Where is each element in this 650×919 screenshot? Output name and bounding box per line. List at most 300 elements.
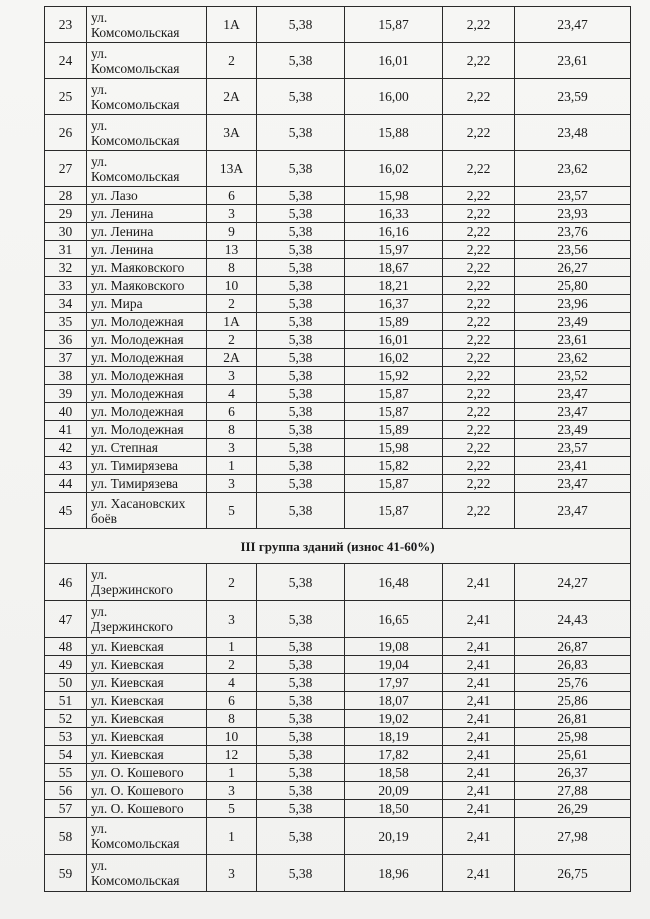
- total-cell: 23,61: [515, 331, 631, 349]
- value-cell-2: 15,87: [345, 7, 443, 43]
- row-number-cell: 36: [45, 331, 87, 349]
- value-cell-1: 5,38: [257, 7, 345, 43]
- house-number-cell: 1А: [207, 7, 257, 43]
- value-cell-3: 2,41: [443, 800, 515, 818]
- value-cell-2: 15,87: [345, 493, 443, 529]
- house-number-cell: 3: [207, 475, 257, 493]
- street-cell: [87, 800, 207, 818]
- street-cell: [87, 43, 207, 79]
- street-line: ул.: [91, 9, 108, 25]
- value-cell-3: 2,22: [443, 241, 515, 259]
- value-cell-3: 2,41: [443, 855, 515, 892]
- row-number-cell: 43: [45, 457, 87, 475]
- value-cell-1: 5,38: [257, 493, 345, 529]
- row-number-cell: 53: [45, 728, 87, 746]
- house-number-cell: 5: [207, 800, 257, 818]
- value-cell-3: 2,41: [443, 746, 515, 764]
- house-number-cell: 4: [207, 385, 257, 403]
- street-line: ул.: [91, 45, 108, 61]
- street-cell: [87, 710, 207, 728]
- value-cell-3: 2,22: [443, 313, 515, 331]
- street-line: ул.: [91, 858, 108, 873]
- value-cell-2: 19,04: [345, 656, 443, 674]
- value-cell-3: 2,22: [443, 457, 515, 475]
- house-number-cell: 6: [207, 692, 257, 710]
- total-cell: 23,52: [515, 367, 631, 385]
- house-number-cell: 1А: [207, 313, 257, 331]
- value-cell-2: 18,21: [345, 277, 443, 295]
- street-cell: [87, 349, 207, 367]
- table-row: [45, 601, 631, 638]
- house-number-cell: 2: [207, 331, 257, 349]
- table-row: [45, 728, 631, 746]
- total-cell: 24,43: [515, 601, 631, 638]
- street-line: ул.: [91, 821, 108, 836]
- house-number-cell: 6: [207, 403, 257, 421]
- street-line: ул.: [91, 153, 108, 169]
- value-cell-3: 2,22: [443, 475, 515, 493]
- value-cell-3: 2,22: [443, 295, 515, 313]
- total-cell: 23,47: [515, 385, 631, 403]
- value-cell-3: 2,22: [443, 223, 515, 241]
- value-cell-1: 5,38: [257, 728, 345, 746]
- street-cell: [87, 439, 207, 457]
- street-line: ул.: [91, 81, 108, 97]
- table-row: [45, 800, 631, 818]
- value-cell-3: 2,22: [443, 7, 515, 43]
- table-row: [45, 439, 631, 457]
- total-cell: 26,75: [515, 855, 631, 892]
- total-cell: 26,83: [515, 656, 631, 674]
- value-cell-2: 15,97: [345, 241, 443, 259]
- table-body-group-3: [45, 564, 631, 892]
- row-number-cell: 41: [45, 421, 87, 439]
- value-cell-2: 15,82: [345, 457, 443, 475]
- table-row: [45, 818, 631, 855]
- total-cell: 25,76: [515, 674, 631, 692]
- value-cell-2: 18,07: [345, 692, 443, 710]
- house-number-cell: 3: [207, 367, 257, 385]
- total-cell: 26,27: [515, 259, 631, 277]
- value-cell-3: 2,41: [443, 692, 515, 710]
- value-cell-2: 15,92: [345, 367, 443, 385]
- house-number-cell: 8: [207, 259, 257, 277]
- value-cell-1: 5,38: [257, 710, 345, 728]
- house-number-cell: 8: [207, 710, 257, 728]
- street-cell: [87, 205, 207, 223]
- value-cell-2: 15,87: [345, 385, 443, 403]
- house-number-cell: 4: [207, 674, 257, 692]
- street-line: ул. Киевская: [91, 729, 164, 744]
- value-cell-3: 2,41: [443, 564, 515, 601]
- value-cell-2: 17,82: [345, 746, 443, 764]
- value-cell-2: 16,01: [345, 331, 443, 349]
- street-line: ул. Киевская: [91, 711, 164, 726]
- row-number-cell: 35: [45, 313, 87, 331]
- table-row: [45, 746, 631, 764]
- value-cell-2: 18,96: [345, 855, 443, 892]
- house-number-cell: 2: [207, 295, 257, 313]
- street-cell: [87, 115, 207, 151]
- value-cell-3: 2,22: [443, 421, 515, 439]
- street-line: ул. Маяковского: [91, 260, 185, 275]
- value-cell-2: 16,37: [345, 295, 443, 313]
- value-cell-1: 5,38: [257, 79, 345, 115]
- value-cell-2: 16,16: [345, 223, 443, 241]
- row-number-cell: 44: [45, 475, 87, 493]
- value-cell-2: 16,02: [345, 151, 443, 187]
- street-cell: [87, 764, 207, 782]
- street-cell: [87, 7, 207, 43]
- house-number-cell: 3: [207, 782, 257, 800]
- total-cell: 25,98: [515, 728, 631, 746]
- house-number-cell: 6: [207, 187, 257, 205]
- value-cell-3: 2,41: [443, 728, 515, 746]
- total-cell: 27,88: [515, 782, 631, 800]
- street-line: ул. О. Кошевого: [91, 765, 184, 780]
- value-cell-1: 5,38: [257, 187, 345, 205]
- value-cell-2: 16,65: [345, 601, 443, 638]
- street-cell: [87, 367, 207, 385]
- value-cell-1: 5,38: [257, 331, 345, 349]
- total-cell: 23,47: [515, 475, 631, 493]
- table-row: [45, 187, 631, 205]
- value-cell-1: 5,38: [257, 43, 345, 79]
- street-cell: [87, 277, 207, 295]
- row-number-cell: 37: [45, 349, 87, 367]
- street-cell: [87, 638, 207, 656]
- street-line: Комсомольская: [91, 60, 180, 76]
- street-line: ул.: [91, 567, 108, 582]
- value-cell-1: 5,38: [257, 421, 345, 439]
- house-number-cell: 12: [207, 746, 257, 764]
- table-row: [45, 656, 631, 674]
- total-cell: 23,47: [515, 493, 631, 529]
- street-cell: [87, 79, 207, 115]
- street-cell: [87, 241, 207, 259]
- street-cell: [87, 187, 207, 205]
- street-line: ул. Тимирязева: [91, 458, 179, 473]
- value-cell-3: 2,41: [443, 782, 515, 800]
- street-line: Дзержинского: [91, 582, 173, 597]
- value-cell-2: 19,08: [345, 638, 443, 656]
- value-cell-2: 15,87: [345, 475, 443, 493]
- row-number-cell: 25: [45, 79, 87, 115]
- table-row: [45, 7, 631, 43]
- street-line: ул. Киевская: [91, 747, 164, 762]
- street-line: Комсомольская: [91, 873, 180, 888]
- street-line: ул. Ленина: [91, 224, 154, 239]
- value-cell-1: 5,38: [257, 439, 345, 457]
- value-cell-1: 5,38: [257, 151, 345, 187]
- house-number-cell: 2А: [207, 349, 257, 367]
- house-number-cell: 1: [207, 457, 257, 475]
- value-cell-2: 15,88: [345, 115, 443, 151]
- table-row: [45, 43, 631, 79]
- street-line: Дзержинского: [91, 619, 173, 634]
- value-cell-2: 16,02: [345, 349, 443, 367]
- value-cell-3: 2,22: [443, 385, 515, 403]
- value-cell-2: 18,50: [345, 800, 443, 818]
- street-line: ул. Маяковского: [91, 278, 185, 293]
- row-number-cell: 24: [45, 43, 87, 79]
- row-number-cell: 23: [45, 7, 87, 43]
- row-number-cell: 50: [45, 674, 87, 692]
- table-row: [45, 241, 631, 259]
- table-row: [45, 457, 631, 475]
- total-cell: 25,86: [515, 692, 631, 710]
- value-cell-1: 5,38: [257, 115, 345, 151]
- table-row: [45, 674, 631, 692]
- table-row: [45, 259, 631, 277]
- value-cell-3: 2,22: [443, 79, 515, 115]
- value-cell-3: 2,22: [443, 349, 515, 367]
- table-row: [45, 223, 631, 241]
- house-number-cell: 3: [207, 439, 257, 457]
- total-cell: 23,57: [515, 439, 631, 457]
- street-cell: [87, 295, 207, 313]
- value-cell-1: 5,38: [257, 385, 345, 403]
- value-cell-3: 2,41: [443, 601, 515, 638]
- street-line: ул. Молодежная: [91, 332, 184, 347]
- table-row: [45, 349, 631, 367]
- house-number-cell: 3А: [207, 115, 257, 151]
- total-cell: 23,47: [515, 7, 631, 43]
- value-cell-3: 2,22: [443, 151, 515, 187]
- table-body-group-2: [45, 7, 631, 529]
- value-cell-1: 5,38: [257, 601, 345, 638]
- value-cell-2: 16,00: [345, 79, 443, 115]
- value-cell-1: 5,38: [257, 656, 345, 674]
- street-cell: [87, 313, 207, 331]
- total-cell: 26,29: [515, 800, 631, 818]
- street-line: Комсомольская: [91, 168, 180, 184]
- row-number-cell: 34: [45, 295, 87, 313]
- value-cell-1: 5,38: [257, 638, 345, 656]
- house-number-cell: 2: [207, 564, 257, 601]
- house-number-cell: 3: [207, 855, 257, 892]
- total-cell: 23,57: [515, 187, 631, 205]
- value-cell-1: 5,38: [257, 259, 345, 277]
- house-number-cell: 10: [207, 728, 257, 746]
- street-line: ул. О. Кошевого: [91, 801, 184, 816]
- table-row: [45, 493, 631, 529]
- row-number-cell: 58: [45, 818, 87, 855]
- value-cell-1: 5,38: [257, 403, 345, 421]
- value-cell-2: 16,01: [345, 43, 443, 79]
- total-cell: 23,93: [515, 205, 631, 223]
- value-cell-3: 2,22: [443, 493, 515, 529]
- total-cell: 23,49: [515, 313, 631, 331]
- street-line: ул. Молодежная: [91, 422, 184, 437]
- value-cell-2: 15,89: [345, 313, 443, 331]
- value-cell-2: 18,58: [345, 764, 443, 782]
- row-number-cell: 33: [45, 277, 87, 295]
- table-row: [45, 367, 631, 385]
- street-cell: [87, 692, 207, 710]
- row-number-cell: 26: [45, 115, 87, 151]
- table-row: [45, 421, 631, 439]
- row-number-cell: 27: [45, 151, 87, 187]
- street-line: ул. Молодежная: [91, 314, 184, 329]
- row-number-cell: 28: [45, 187, 87, 205]
- table-row: [45, 313, 631, 331]
- value-cell-3: 2,22: [443, 367, 515, 385]
- street-cell: [87, 475, 207, 493]
- value-cell-1: 5,38: [257, 475, 345, 493]
- value-cell-1: 5,38: [257, 746, 345, 764]
- row-number-cell: 47: [45, 601, 87, 638]
- street-line: ул. Тимирязева: [91, 476, 179, 491]
- street-line: ул. Киевская: [91, 639, 164, 654]
- row-number-cell: 57: [45, 800, 87, 818]
- row-number-cell: 55: [45, 764, 87, 782]
- value-cell-2: 18,19: [345, 728, 443, 746]
- street-line: ул.: [91, 604, 108, 619]
- total-cell: 23,47: [515, 403, 631, 421]
- row-number-cell: 56: [45, 782, 87, 800]
- row-number-cell: 49: [45, 656, 87, 674]
- value-cell-2: 15,98: [345, 439, 443, 457]
- value-cell-2: 16,33: [345, 205, 443, 223]
- total-cell: 23,48: [515, 115, 631, 151]
- value-cell-1: 5,38: [257, 223, 345, 241]
- street-line: Комсомольская: [91, 24, 180, 40]
- row-number-cell: 51: [45, 692, 87, 710]
- row-number-cell: 30: [45, 223, 87, 241]
- street-line: ул. Ленина: [91, 206, 154, 221]
- value-cell-3: 2,41: [443, 710, 515, 728]
- value-cell-1: 5,38: [257, 367, 345, 385]
- table-row: [45, 638, 631, 656]
- table-row: [45, 205, 631, 223]
- value-cell-1: 5,38: [257, 457, 345, 475]
- street-cell: [87, 421, 207, 439]
- table-row: [45, 475, 631, 493]
- street-cell: [87, 674, 207, 692]
- value-cell-3: 2,22: [443, 187, 515, 205]
- value-cell-3: 2,22: [443, 403, 515, 421]
- house-number-cell: 2: [207, 43, 257, 79]
- value-cell-3: 2,22: [443, 43, 515, 79]
- total-cell: 24,27: [515, 564, 631, 601]
- table-row: [45, 855, 631, 892]
- value-cell-3: 2,41: [443, 674, 515, 692]
- row-number-cell: 39: [45, 385, 87, 403]
- street-line: ул. Хасановских: [91, 495, 186, 511]
- street-line: ул. Лазо: [91, 188, 138, 203]
- house-number-cell: 3: [207, 205, 257, 223]
- value-cell-3: 2,22: [443, 439, 515, 457]
- street-cell: [87, 223, 207, 241]
- value-cell-2: 20,19: [345, 818, 443, 855]
- tariff-table: [44, 6, 631, 892]
- table-row: [45, 331, 631, 349]
- house-number-cell: 2А: [207, 79, 257, 115]
- street-cell: [87, 564, 207, 601]
- house-number-cell: 10: [207, 277, 257, 295]
- table-body-group-header: [45, 529, 631, 564]
- total-cell: 26,37: [515, 764, 631, 782]
- value-cell-3: 2,41: [443, 656, 515, 674]
- row-number-cell: 59: [45, 855, 87, 892]
- value-cell-1: 5,38: [257, 782, 345, 800]
- street-line: ул. Молодежная: [91, 386, 184, 401]
- row-number-cell: 32: [45, 259, 87, 277]
- row-number-cell: 54: [45, 746, 87, 764]
- total-cell: 23,49: [515, 421, 631, 439]
- street-line: ул. Молодежная: [91, 350, 184, 365]
- street-cell: [87, 746, 207, 764]
- street-line: ул. Молодежная: [91, 368, 184, 383]
- total-cell: 26,81: [515, 710, 631, 728]
- street-cell: [87, 782, 207, 800]
- total-cell: 25,61: [515, 746, 631, 764]
- total-cell: 26,87: [515, 638, 631, 656]
- house-number-cell: 8: [207, 421, 257, 439]
- row-number-cell: 48: [45, 638, 87, 656]
- street-cell: [87, 818, 207, 855]
- street-cell: [87, 493, 207, 529]
- house-number-cell: 1: [207, 638, 257, 656]
- value-cell-3: 2,22: [443, 331, 515, 349]
- street-cell: [87, 728, 207, 746]
- value-cell-3: 2,22: [443, 115, 515, 151]
- value-cell-1: 5,38: [257, 295, 345, 313]
- street-cell: [87, 151, 207, 187]
- total-cell: 23,96: [515, 295, 631, 313]
- house-number-cell: 2: [207, 656, 257, 674]
- street-line: ул.: [91, 117, 108, 133]
- row-number-cell: 46: [45, 564, 87, 601]
- street-line: ул. Степная: [91, 440, 159, 455]
- street-cell: [87, 601, 207, 638]
- table-row: [45, 403, 631, 421]
- row-number-cell: 29: [45, 205, 87, 223]
- value-cell-2: 15,87: [345, 403, 443, 421]
- house-number-cell: 3: [207, 601, 257, 638]
- value-cell-1: 5,38: [257, 564, 345, 601]
- total-cell: 27,98: [515, 818, 631, 855]
- table-row: [45, 692, 631, 710]
- table-row: [45, 79, 631, 115]
- value-cell-3: 2,41: [443, 638, 515, 656]
- street-line: Комсомольская: [91, 836, 180, 851]
- table-row: [45, 782, 631, 800]
- street-line: ул. Киевская: [91, 657, 164, 672]
- value-cell-2: 17,97: [345, 674, 443, 692]
- value-cell-3: 2,41: [443, 764, 515, 782]
- street-line: ул. Мира: [91, 296, 143, 311]
- value-cell-2: 20,09: [345, 782, 443, 800]
- street-line: Комсомольская: [91, 96, 180, 112]
- value-cell-3: 2,22: [443, 205, 515, 223]
- value-cell-1: 5,38: [257, 692, 345, 710]
- total-cell: 23,41: [515, 457, 631, 475]
- table-row: [45, 277, 631, 295]
- row-number-cell: 38: [45, 367, 87, 385]
- total-cell: 23,59: [515, 79, 631, 115]
- street-line: Комсомольская: [91, 132, 180, 148]
- total-cell: 23,62: [515, 151, 631, 187]
- value-cell-3: 2,41: [443, 818, 515, 855]
- street-line: ул. Молодежная: [91, 404, 184, 419]
- house-number-cell: 1: [207, 818, 257, 855]
- table-row: [45, 295, 631, 313]
- row-number-cell: 42: [45, 439, 87, 457]
- house-number-cell: 5: [207, 493, 257, 529]
- value-cell-1: 5,38: [257, 277, 345, 295]
